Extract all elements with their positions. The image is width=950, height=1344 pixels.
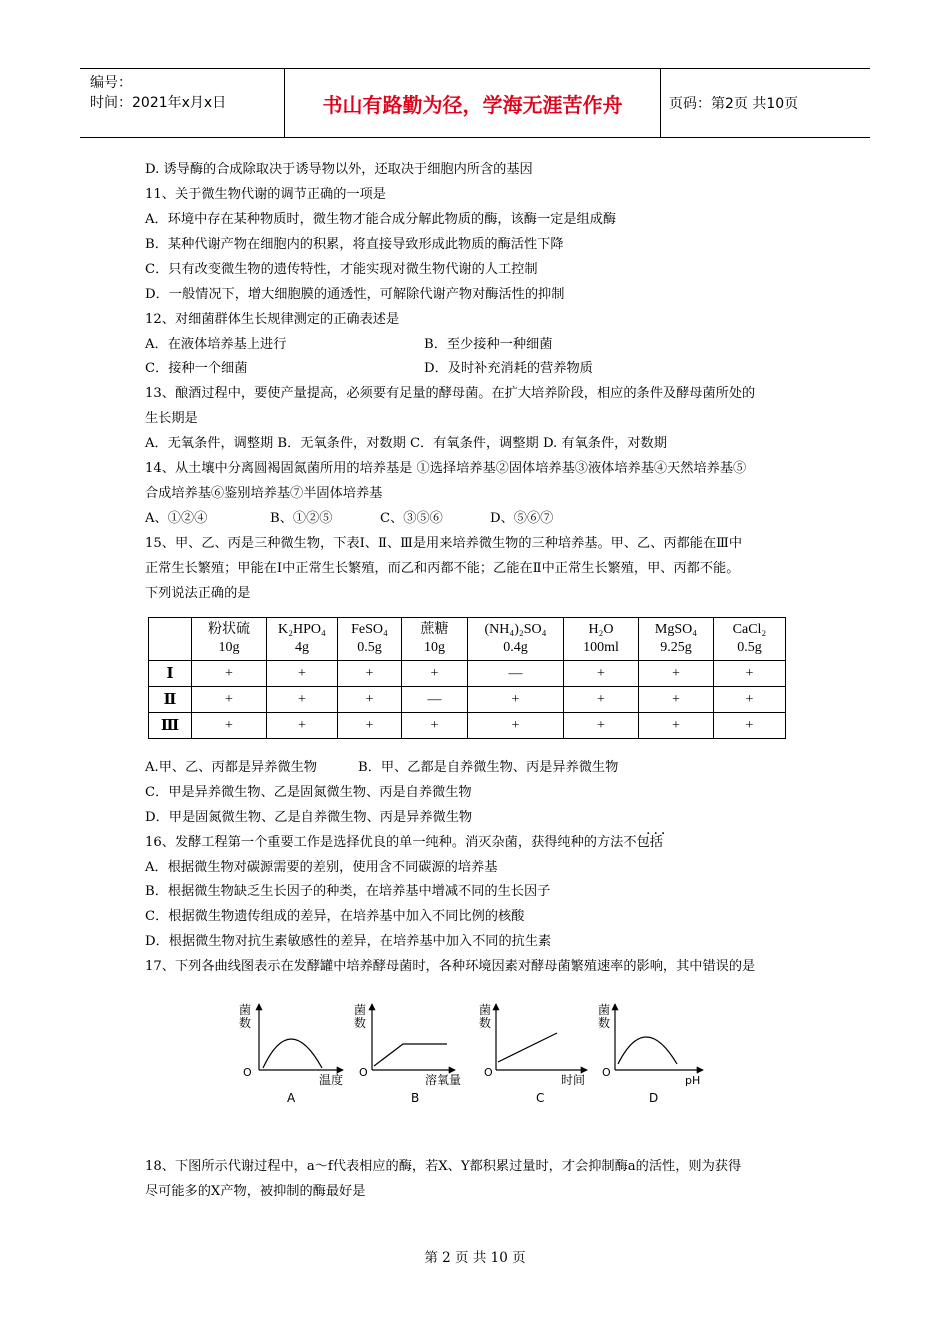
table-cell: +: [468, 687, 564, 713]
option-16d: D．根据微生物对抗生素敏感性的差异，在培养基中加入不同的抗生素: [145, 934, 552, 949]
medium-table: [148, 617, 786, 739]
header-left-cell: [80, 69, 285, 137]
chart-c-ylabel-2: 数: [479, 1016, 492, 1030]
chart-c-ylabel-1: 菌: [479, 1003, 492, 1017]
question-15-cont: 正常生长繁殖；甲能在Ⅰ中正常生长繁殖，而乙和丙都不能；乙能在Ⅱ中正常生长繁殖，甲、丙都不能。: [145, 561, 740, 576]
option-12c: C．接种一个细菌: [145, 361, 248, 376]
table-cell: +: [192, 687, 267, 713]
table-cell: +: [402, 713, 468, 739]
chart-b: [354, 1002, 461, 1105]
chart-c-xlabel: 时间: [561, 1073, 586, 1087]
table-cell: +: [639, 661, 714, 687]
table-cell: +: [714, 661, 786, 687]
chart-a: [239, 1002, 343, 1105]
page-footer: 第 2 页 共 10 页: [424, 1250, 526, 1266]
table-cell: +: [564, 687, 639, 713]
question-11: 11、关于微生物代谢的调节正确的一项是: [145, 187, 386, 202]
option-16a: A．根据微生物对碳源需要的差别，使用含不同碳源的培养基: [145, 860, 498, 875]
question-18-cont: 尽可能多的X产物，被抑制的酶最好是: [145, 1184, 366, 1199]
option-12d: D．及时补充消耗的营养物质: [424, 361, 593, 376]
table-cell: +: [192, 713, 267, 739]
table-cell: +: [267, 661, 338, 687]
row-label: Ⅰ: [149, 661, 192, 687]
table-cell: +: [267, 713, 338, 739]
row-label: Ⅱ: [149, 687, 192, 713]
table-cell: +: [338, 687, 402, 713]
option-11a: A．环境中存在某种物质时，微生物才能合成分解此物质的酶，该酶一定是组成酶: [145, 212, 617, 227]
table-header: FeSO₄ 0.5g: [338, 618, 402, 661]
question-14: 14、从土壤中分离圆褐固氮菌所用的培养基是 ①选择培养基②固体培养基③液体培养基④天然培养基⑤: [145, 461, 747, 476]
table-cell: +: [714, 713, 786, 739]
chart-b-ylabel-2: 数: [354, 1016, 367, 1030]
chart-d: [598, 1002, 703, 1105]
option-15a: A.甲、乙、丙都是异养微生物: [145, 760, 317, 775]
chart-b-letter: B: [411, 1091, 420, 1105]
motto: 书山有路勤为径，学海无涯苦作舟: [285, 69, 661, 137]
option-14a: A、①②④: [145, 511, 208, 526]
table-cell: +: [402, 661, 468, 687]
question-18: 18、下图所示代谢过程中，a～f代表相应的酶，若X、Y都积累过量时，才会抑制酶a的活性，则为获得: [145, 1159, 742, 1174]
options-13: A．无氧条件，调整期 B．无氧条件，对数期 C．有氧条件，调整期 D. 有氧条件，对数期: [145, 436, 667, 451]
chart-b-origin: O: [359, 1066, 368, 1079]
table-header: K₂HPO₄ 4g: [267, 618, 338, 661]
question-13: 13、酿酒过程中，要使产量提高，必须要有足量的酵母菌。在扩大培养阶段，相应的条件及酵母菌所处的: [145, 386, 756, 401]
chart-d-letter: D: [649, 1091, 659, 1105]
chart-c-curve: [498, 1033, 557, 1062]
table-cell: +: [639, 687, 714, 713]
option-14b: B、①②⑤: [270, 511, 333, 526]
table-header: 粉状硫 10g: [192, 618, 267, 661]
chart-c-origin: O: [484, 1066, 493, 1079]
chart-a-curve: [263, 1039, 322, 1068]
chart-b-xlabel: 溶氧量: [425, 1073, 462, 1087]
table-cell: +: [468, 713, 564, 739]
chart-b-ylabel-1: 菌: [354, 1003, 367, 1017]
question-14-cont: 合成培养基⑥鉴别培养基⑦半固体培养基: [145, 486, 383, 501]
table-row: [149, 687, 786, 713]
time-label: 时间：2021年x月x日: [90, 95, 227, 111]
option-14d: D、⑤⑥⑦: [490, 511, 554, 526]
chart-d-xlabel: pH: [685, 1074, 701, 1087]
option-11d: D．一般情况下，增大细胞膜的通透性，可解除代谢产物对酶活性的抑制: [145, 287, 565, 302]
chart-d-ylabel-1: 菌: [598, 1003, 611, 1017]
table-cell: +: [267, 687, 338, 713]
table-cell: +: [564, 713, 639, 739]
table-cell: +: [564, 661, 639, 687]
table-header: 蔗糖 10g: [402, 618, 468, 661]
question-16: 16、发酵工程第一个重要工作是选择优良的单一纯种。消灭杂菌，获得纯种的方法不包括: [145, 835, 663, 850]
table-header: H₂O 100ml: [564, 618, 639, 661]
chart-d-origin: O: [602, 1066, 611, 1079]
question-13-cont: 生长期是: [145, 411, 198, 426]
option-15c: C．甲是异养微生物、乙是固氮微生物、丙是自养微生物: [145, 785, 472, 800]
chart-a-origin: O: [243, 1066, 252, 1079]
option-12b: B．至少接种一种细菌: [424, 337, 553, 352]
chart-d-curve: [618, 1037, 677, 1064]
chart-a-xlabel: 温度: [319, 1073, 344, 1087]
chart-c-letter: C: [536, 1091, 545, 1105]
table-header-row: [149, 618, 786, 661]
chart-b-curve: [374, 1044, 447, 1066]
table-row: [149, 713, 786, 739]
chart-a-ylabel-2: 数: [239, 1016, 252, 1030]
option-16b: B．根据微生物缺乏生长因子的种类，在培养基中增减不同的生长因子: [145, 884, 551, 899]
option-12a: A．在液体培养基上进行: [145, 337, 287, 352]
question-17: 17、下列各曲线图表示在发酵罐中培养酵母菌时，各种环境因素对酵母菌繁殖速率的影响，其中错误的是: [145, 959, 756, 974]
option-15b: B．甲、乙都是自养微生物、丙是异养微生物: [358, 760, 619, 775]
table-cell: +: [714, 687, 786, 713]
option-14c: C、③⑤⑥: [380, 511, 443, 526]
text-line: D. 诱导酶的合成除取决于诱导物以外，还取决于细胞内所含的基因: [145, 162, 533, 177]
table-cell: +: [192, 661, 267, 687]
table-header: MgSO₄ 9.25g: [639, 618, 714, 661]
option-15d: D．甲是固氮微生物、乙是自养微生物、丙是异养微生物: [145, 810, 473, 825]
chart-d-ylabel-2: 数: [598, 1016, 611, 1030]
emphasis-dots: ...: [646, 822, 669, 838]
option-16c: C．根据微生物遗传组成的差异，在培养基中加入不同比例的核酸: [145, 909, 525, 924]
question-12: 12、对细菌群体生长规律测定的正确表述是: [145, 312, 400, 327]
chart-a-letter: A: [287, 1091, 296, 1105]
question-15: 15、甲、乙、丙是三种微生物，下表Ⅰ、Ⅱ、Ⅲ是用来培养微生物的三种培养基。甲、乙、丙都能在Ⅲ中: [145, 536, 743, 551]
table-cell: —: [402, 687, 468, 713]
table-cell: +: [338, 713, 402, 739]
code-label: 编号：: [90, 75, 132, 91]
page-header: [80, 68, 870, 138]
page-info: 页码：第2页 共10页: [669, 96, 799, 112]
table-header: (NH₄)₂SO₄ 0.4g: [468, 618, 564, 661]
table-cell: +: [338, 661, 402, 687]
table-header: CaCl₂ 0.5g: [714, 618, 786, 661]
question-15-cont2: 下列说法正确的是: [145, 586, 251, 601]
chart-a-ylabel-1: 菌: [239, 1003, 252, 1017]
option-11b: B．某种代谢产物在细胞内的积累，将直接导致形成此物质的酶活性下降: [145, 237, 564, 252]
row-label: Ⅲ: [149, 713, 192, 739]
table-cell: —: [468, 661, 564, 687]
chart-c: [479, 1002, 587, 1105]
table-cell: +: [639, 713, 714, 739]
q17-curve-charts: [225, 1000, 725, 1115]
option-11c: C．只有改变微生物的遗传特性，才能实现对微生物代谢的人工控制: [145, 262, 538, 277]
table-row: [149, 661, 786, 687]
table-corner: [149, 618, 192, 661]
